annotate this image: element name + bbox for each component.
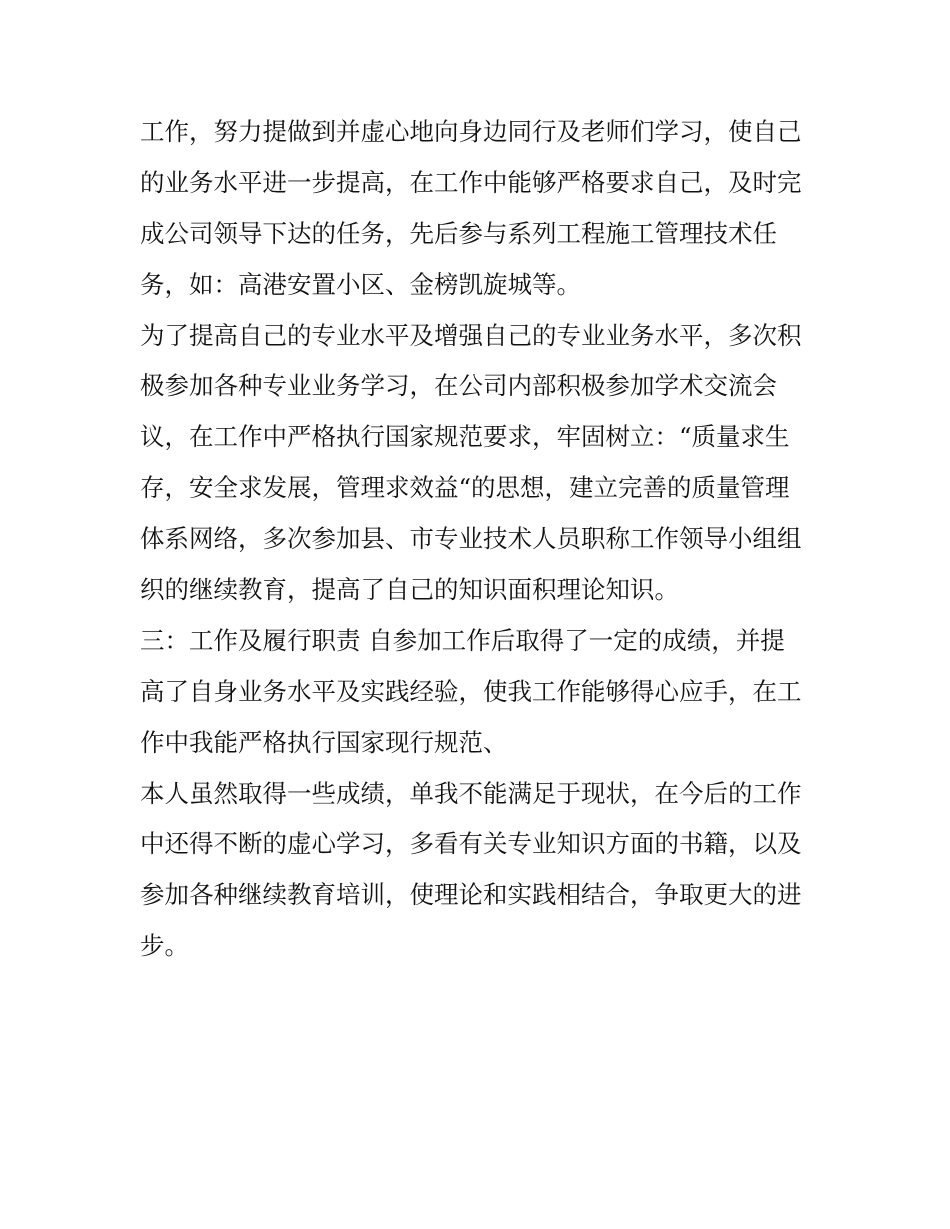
text-line: 的业务水平进一步提高，在工作中能够严格要求自己，及时完 [140,167,802,197]
paragraph-professional-study [140,311,820,616]
text-line: 为了提高自己的专业水平及增强自己的专业业务水平，多次积 [140,320,802,350]
text-line: 议，在工作中严格执行国家规范要求，牢固树立：“质量求生 [140,422,790,452]
text-line: 本人虽然取得一些成绩，单我不能满足于现状，在今后的工作 [140,778,802,808]
document-body [140,107,820,972]
text-line: 体系网络，多次参加县、市专业技术人员职称工作领导小组组 [140,524,802,554]
paragraph-work-learning [140,107,820,311]
text-line: 作中我能严格执行国家现行规范、 [140,727,508,757]
text-line: 极参加各种专业业务学习，在公司内部积极参加学术交流会 [140,371,777,401]
text-line: 三：工作及履行职责 自参加工作后取得了一定的成绩，并提 [140,625,785,655]
text-line: 高了自身业务水平及实践经验，使我工作能够得心应手，在工 [140,676,802,706]
text-line: 织的继续教育，提高了自己的知识面积理论知识。 [140,575,679,605]
paragraph-duties [140,616,820,769]
paragraph-conclusion [140,769,820,973]
text-line: 工作，努力提做到并虚心地向身边同行及老师们学习，使自己 [140,117,802,146]
text-line: 步。 [140,931,189,961]
text-line: 参加各种继续教育培训，使理论和实践相结合，争取更大的进 [140,880,802,910]
text-line: 中还得不断的虚心学习，多看有关专业知识方面的书籍，以及 [140,829,802,859]
text-line: 成公司领导下达的任务，先后参与系列工程施工管理技术任 [140,218,777,248]
text-line: 存，安全求发展，管理求效益“的思想，建立完善的质量管理 [140,473,790,503]
text-line: 务，如：高港安置小区、金榜凯旋城等。 [140,269,581,299]
